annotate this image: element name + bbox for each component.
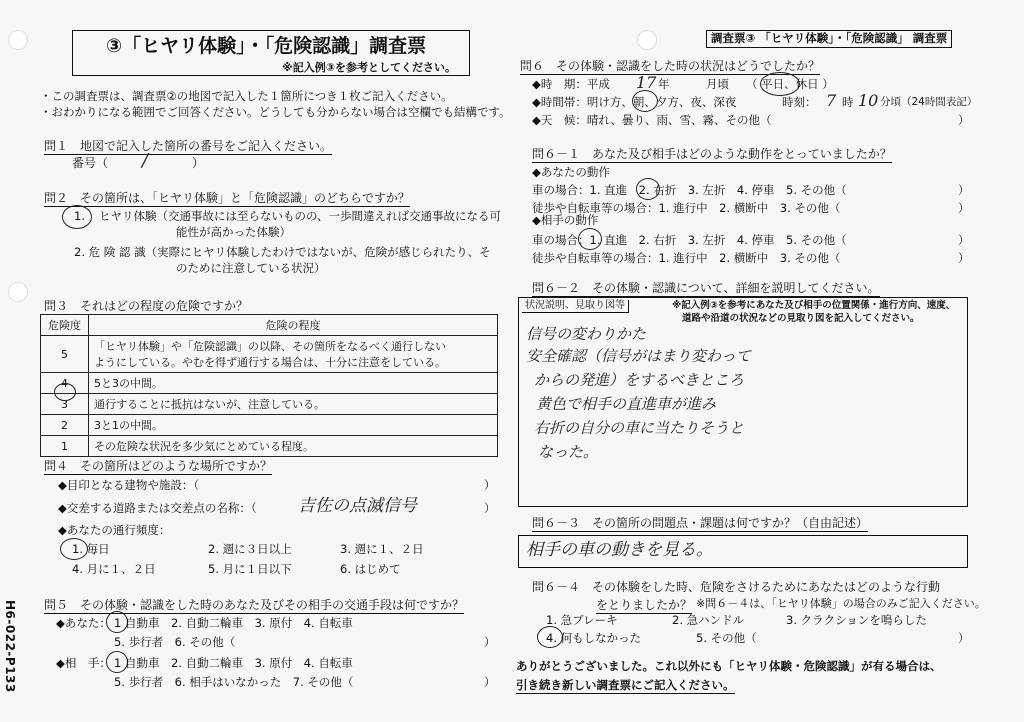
answer-circle — [632, 90, 658, 112]
punch-hole — [637, 30, 657, 50]
q6-4-o5: 5. その他（ — [696, 631, 757, 645]
q6-4-title-a: 問６－４ その体験をした時、危険をさけるためにあなたはどのような行動 — [532, 580, 941, 594]
q4-road-value: 吉佐の点滅信号 — [298, 496, 417, 516]
degree-cell: 5と3の中間。 — [89, 373, 498, 394]
q3-title: 問３ それはどの程度の危険ですか？ — [44, 299, 249, 313]
q5-other-close: ） — [484, 675, 496, 689]
q2-opt1-num: 1. — [74, 209, 85, 223]
q6-year-unit: 年 — [658, 77, 670, 91]
footer-line-2: 引き続き新しい調査票にご記入ください。 — [516, 678, 735, 692]
q5-other-opts: 1 自動車 2. 自動二輪車 3. 原付 4. 自転車 — [114, 656, 353, 670]
q6-4-title-b: をとりましたか？ — [596, 598, 693, 612]
q6-4-o4: 4. 何もしなかった — [546, 631, 642, 645]
q6-1-title: 問６－１ あなた及び相手はどのような動作をとっていましたか？ — [532, 147, 892, 161]
q6-time-label: ◆時 期：平成 — [532, 77, 610, 91]
q6-hour: 7 — [826, 91, 837, 110]
q6-4-note: ※問６－４は、「ヒヤリ体験」の場合のみご記入ください。 — [696, 597, 986, 610]
degree-cell: 3と1の中間。 — [89, 415, 498, 436]
handwritten-line: なった。 — [538, 443, 599, 461]
q1-close: ） — [192, 156, 205, 170]
handwritten-line: 安全確認（信号がはまり変わって — [526, 347, 751, 365]
q5-heading — [44, 596, 464, 613]
footer-line-1: ありがとうございました。これ以外にも「ヒヤリ体験・危険認識」が有る場合は、 — [516, 659, 942, 673]
col-level: 危険度 — [41, 315, 89, 336]
handwritten-line: 信号の変わりかた — [526, 325, 647, 343]
q2-title: 問２ その箇所は、「ヒヤリ体験」と「危険認識」のどちらですか？ — [44, 191, 410, 205]
q6-1-me: ◆あなたの動作 — [532, 165, 610, 179]
q2-heading — [44, 189, 410, 206]
punch-hole — [8, 30, 28, 50]
level-cell: 1 — [41, 436, 89, 457]
q2-opt2-b: のために注意している状況） — [176, 261, 326, 275]
q6-weather: ◆天 候：晴れ、曇り、雨、雪、霧、その他（ — [532, 113, 772, 127]
right-title: 調査票③ 「ヒヤリ体験」・「危険認識」 調査票 — [706, 30, 952, 48]
q6-4-o2: 2. 急ハンドル — [672, 613, 745, 627]
degree-text: 「ヒヤリ体験」や「危険認識」の以降、その箇所をなるべく通行しない — [94, 340, 446, 353]
q4-f6: 6. はじめて — [340, 562, 401, 576]
q4-f3: 3. 週に１、２日 — [340, 542, 424, 556]
q1-label: 番号（ — [72, 156, 109, 170]
table-row — [41, 315, 498, 336]
degree-text: ようにしている。やむを得ず通行する場合は、十分に注意をしている。 — [94, 356, 446, 369]
q1-title: 問１ 地図で記入した箇所の番号をご記入ください。 — [44, 139, 333, 153]
level-cell: 3 — [41, 394, 89, 415]
q6-2-title: 問６－２ その体験・認識について、詳細を説明してください。 — [532, 281, 880, 295]
q6-1-other: ◆相手の動作 — [532, 213, 599, 227]
level-cell: 5 — [41, 336, 89, 373]
q6-minute: 10 — [858, 91, 879, 110]
q6-year: 17 — [636, 73, 657, 92]
q5-other-opts2: 5. 歩行者 6. 相手はいなかった 7. その他（ — [114, 675, 354, 689]
intro-line-2: ・おわかりになる範囲でご回答ください。どうしても分からない場合は空欄でも結構です。 — [40, 105, 511, 119]
q6-3-answer: 相手の車の動きを見る。 — [526, 540, 713, 560]
q6-2-heading — [532, 279, 880, 296]
q4-title: 問４ その箇所はどのような場所ですか？ — [44, 459, 273, 473]
q4-road: ◆交差する道路または交差点の名称：（ — [58, 501, 257, 515]
q6-month: 月頃 — [706, 77, 729, 91]
q6-1-walk-close: ） — [958, 201, 970, 215]
q6-weather-close: ） — [958, 113, 970, 127]
q4-freq: ◆あなたの通行頻度： — [58, 523, 171, 537]
q6-minute-unit: 分頃（24時間表記） — [880, 96, 978, 108]
q6-3-title: 問６－３ その箇所の問題点・課題は何ですか？（自由記述） — [532, 516, 869, 530]
q1-value: / — [142, 150, 149, 171]
q6-4-heading — [532, 578, 940, 595]
handwritten-line: 黄色で相手の直進車が進み — [536, 395, 717, 413]
q5-other: ◆相 手： — [56, 656, 111, 670]
q6-1-car: 車の場合：1. 直進 2. 右折 3. 左折 4. 停車 5. その他（ — [532, 183, 847, 197]
q6-4-o1: 1. 急ブレーキ — [546, 613, 618, 627]
q4-landmark-close: ） — [484, 478, 496, 492]
q6-3-heading — [532, 514, 868, 531]
table-row — [41, 336, 498, 373]
q6-1-walk2-close: ） — [958, 251, 970, 265]
q6-clock-label: 時刻： — [782, 95, 817, 109]
q5-me-opts: 1 自動車 2. 自動二輪車 3. 原付 4. 自転車 — [114, 616, 353, 630]
q5-me: ◆あなた： — [56, 616, 111, 630]
q4-f4: 4. 月に１、２日 — [72, 562, 156, 576]
q6-weekday: （ 平日、休日 ） — [746, 77, 834, 91]
table-row — [41, 373, 498, 394]
sketch-box-label: 状況説明、見取り図等 — [522, 300, 629, 313]
handwritten-line: からの発進）をするべきところ — [534, 371, 745, 389]
degree-cell: その危険な状況を多少気にとめている程度。 — [89, 436, 498, 457]
table-row — [41, 415, 498, 436]
q6-hour-unit: 時 — [842, 95, 854, 109]
q4-heading — [44, 457, 272, 474]
level-cell: 4 — [41, 373, 89, 394]
sketch-note-b: 道路や沿道の状況などの見取り図を記入してください。 — [682, 313, 920, 324]
level-cell: 2 — [41, 415, 89, 436]
q6-1-car2: 車の場合：1. 直進 2. 右折 3. 左折 4. 停車 5. その他（ — [532, 233, 847, 247]
q6-1-car2-close: ） — [958, 233, 970, 247]
q6-4-o3: 3. クラクションを鳴らした — [786, 613, 927, 627]
q6-4-heading-b — [596, 596, 692, 613]
handwritten-line: 右折の自分の車に当たりそうと — [534, 419, 745, 437]
q6-1-car-close: ） — [958, 183, 970, 197]
q6-1-walk2: 徒歩や自転車等の場合：1. 進行中 2. 横断中 3. その他（ — [532, 251, 841, 265]
degree-cell: 通行することに抵抗はないが、注意している。 — [89, 394, 498, 415]
q6-title: 問６ その体験・認識をした時の状況はどうでしたか？ — [520, 59, 821, 73]
answer-circle — [578, 228, 602, 250]
q2-opt1-b: 能性が高かった体験） — [176, 225, 291, 239]
sketch-note-a: ※記入例③を参考にあなた及び相手の位置関係・進行方向、速度、 — [672, 300, 956, 311]
q4-road-close: ） — [484, 501, 496, 515]
answer-circle — [636, 178, 660, 200]
page-subtitle: ※記入例③を参考としてください。 — [282, 61, 457, 74]
table-row — [41, 394, 498, 415]
table-row — [41, 436, 498, 457]
q4-f2: 2. 週に３日以上 — [208, 542, 292, 556]
answer-circle — [54, 383, 76, 401]
degree-cell — [89, 336, 498, 373]
side-code: H6-022-P133 — [3, 600, 17, 693]
q4-f1: 1. 毎日 — [72, 542, 110, 556]
q6-1-walk: 徒歩や自転車等の場合：1. 進行中 2. 横断中 3. その他（ — [532, 201, 841, 215]
page-title: ③「ヒヤリ体験」・「危険認識」調査票 — [106, 35, 427, 57]
q3-heading — [44, 297, 248, 314]
intro-line-1: ・この調査票は、調査票②の地図で記入した１箇所につき１枚ご記入ください。 — [40, 89, 453, 103]
q2-opt2-a: 2. 危 険 認 識（実際にヒヤリ体験したわけではないが、危険が感じられたり、そ — [74, 245, 491, 259]
risk-table — [40, 314, 498, 457]
q5-me-opts2: 5. 歩行者 6. その他（ — [114, 635, 236, 649]
q5-me-close: ） — [484, 635, 496, 649]
q2-opt1-a: ヒヤリ体験（交通事故には至らないものの、一歩間違えれば交通事故になる可 — [99, 209, 502, 223]
q4-landmark: ◆目印となる建物や施設：（ — [58, 478, 200, 492]
q5-title: 問５ その体験・認識をした時のあなた及びその相手の交通手段は何ですか？ — [44, 598, 465, 612]
q6-hour-label: ◆時間帯：明け方、朝、夕方、夜、深夜 — [532, 95, 737, 109]
col-degree: 危険の程度 — [89, 315, 498, 336]
q6-1-heading — [532, 145, 892, 162]
punch-hole — [8, 282, 28, 302]
q1-heading — [44, 137, 332, 154]
q4-f5: 5. 月に１日以下 — [208, 562, 292, 576]
q6-4-close: ） — [958, 631, 970, 645]
